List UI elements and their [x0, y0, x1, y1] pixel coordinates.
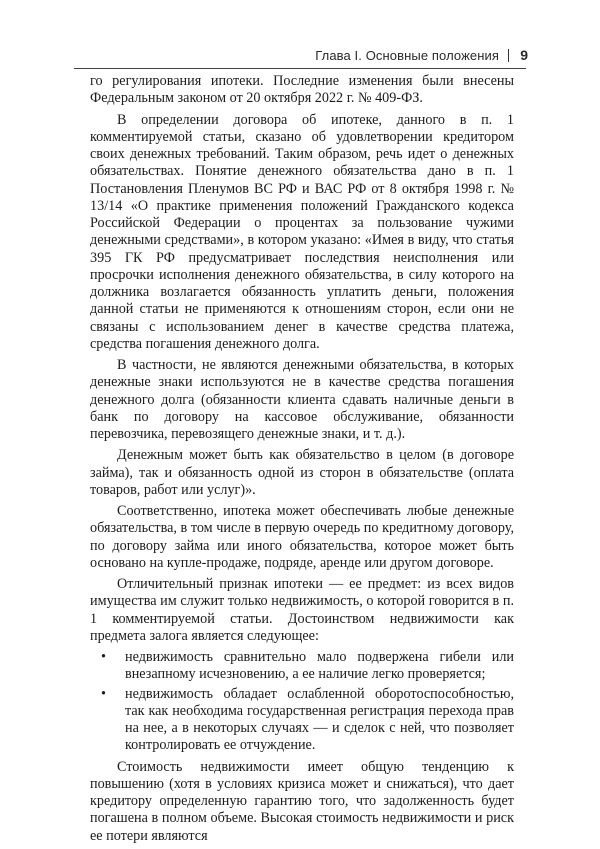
paragraph: В определении договора об ипотеке, данного в п. 1 комментируемой статьи, сказано об удовлетворении кредитором своих денежных требований. Таким образом, речь идет о денежных обязательствах. Понятие денежного обязательства дано в п. 1 Постановления Пленумов ВС РФ и ВАС РФ от 8 октября 1998 г. № 13/14 «О практике применения положений Гражданского кодекса Российской Федерации о процентах за пользование чужими денежными средствами», в котором указано: «Имея в виду, что статья 395 ГК РФ предусматривает последствия неисполнения или просрочки исполнения денежного обязательства, в силу которого на должника возлагается обязанность уплатить деньги, положения данной статьи не применяются к отношениям сторон, если они не связаны с использованием денег в качестве средства платежа, средства погашения денежного долга. — [90, 111, 514, 352]
body-text — [90, 73, 514, 849]
paragraph-continuation: го регулирования ипотеки. Последние изменения были внесены Федеральным законом от 20 октября 2022 г. № 409-ФЗ. — [90, 73, 514, 107]
chapter-title: Глава I. Основные положения — [315, 47, 499, 63]
header-separator — [508, 49, 509, 62]
list-item — [90, 649, 514, 684]
paragraph: Денежным может быть как обязательство в целом (в договоре займа), так и обязанность одной из сторон в обязательстве (оплата товаров, работ или услуг)». — [90, 447, 514, 498]
list-item-text: недвижимость обладает ослабленной оборотоспособностью, так как необходима государственная регистрация перехода прав на нее, а в некоторых случаях — и сделок с ней, что позволяет контролировать ее отчуждение. — [125, 685, 514, 754]
paragraph: Отличительный признак ипотеки — ее предмет: из всех видов имущества им служит только недвижимость, о которой говорится в п. 1 комментируемой статьи. Достоинством недвижимости как предмета залога является следующее: — [90, 576, 514, 644]
list-item-text: недвижимость сравнительно мало подвержена гибели или внезапному исчезновению, а ее наличие легко проверяется; — [125, 649, 514, 683]
running-header — [72, 44, 528, 66]
bullet-list — [90, 649, 514, 755]
bullet-icon: • — [101, 685, 106, 702]
bullet-icon: • — [101, 649, 106, 665]
page-number: 9 — [520, 47, 528, 63]
list-item — [90, 686, 514, 755]
header-rule — [74, 68, 526, 69]
paragraph: Стоимость недвижимости имеет общую тенденцию к повышению (хотя в условиях кризиса может и снижаться), что дает кредитору определенную гарантию того, что задолженность будет погашена в полном объеме. Высокая стоимость недвижимости и риск ее потери являются — [90, 758, 514, 844]
paragraph: В частности, не являются денежными обязательства, в которых денежные знаки используются не в качестве средства погашения денежного долга (обязанности клиента сдавать наличные деньги в банк по договору на кассовое обслуживание, обязанности перевозчика, перевозящего денежные знаки, и т. д.). — [90, 357, 514, 442]
paragraph: Соответственно, ипотека может обеспечивать любые денежные обязательства, в том числе в первую очередь по кредитному договору, по договору займа или иного обязательства, которое может быть основано на купле-продаже, подряде, аренде или другом договоре. — [90, 503, 514, 571]
